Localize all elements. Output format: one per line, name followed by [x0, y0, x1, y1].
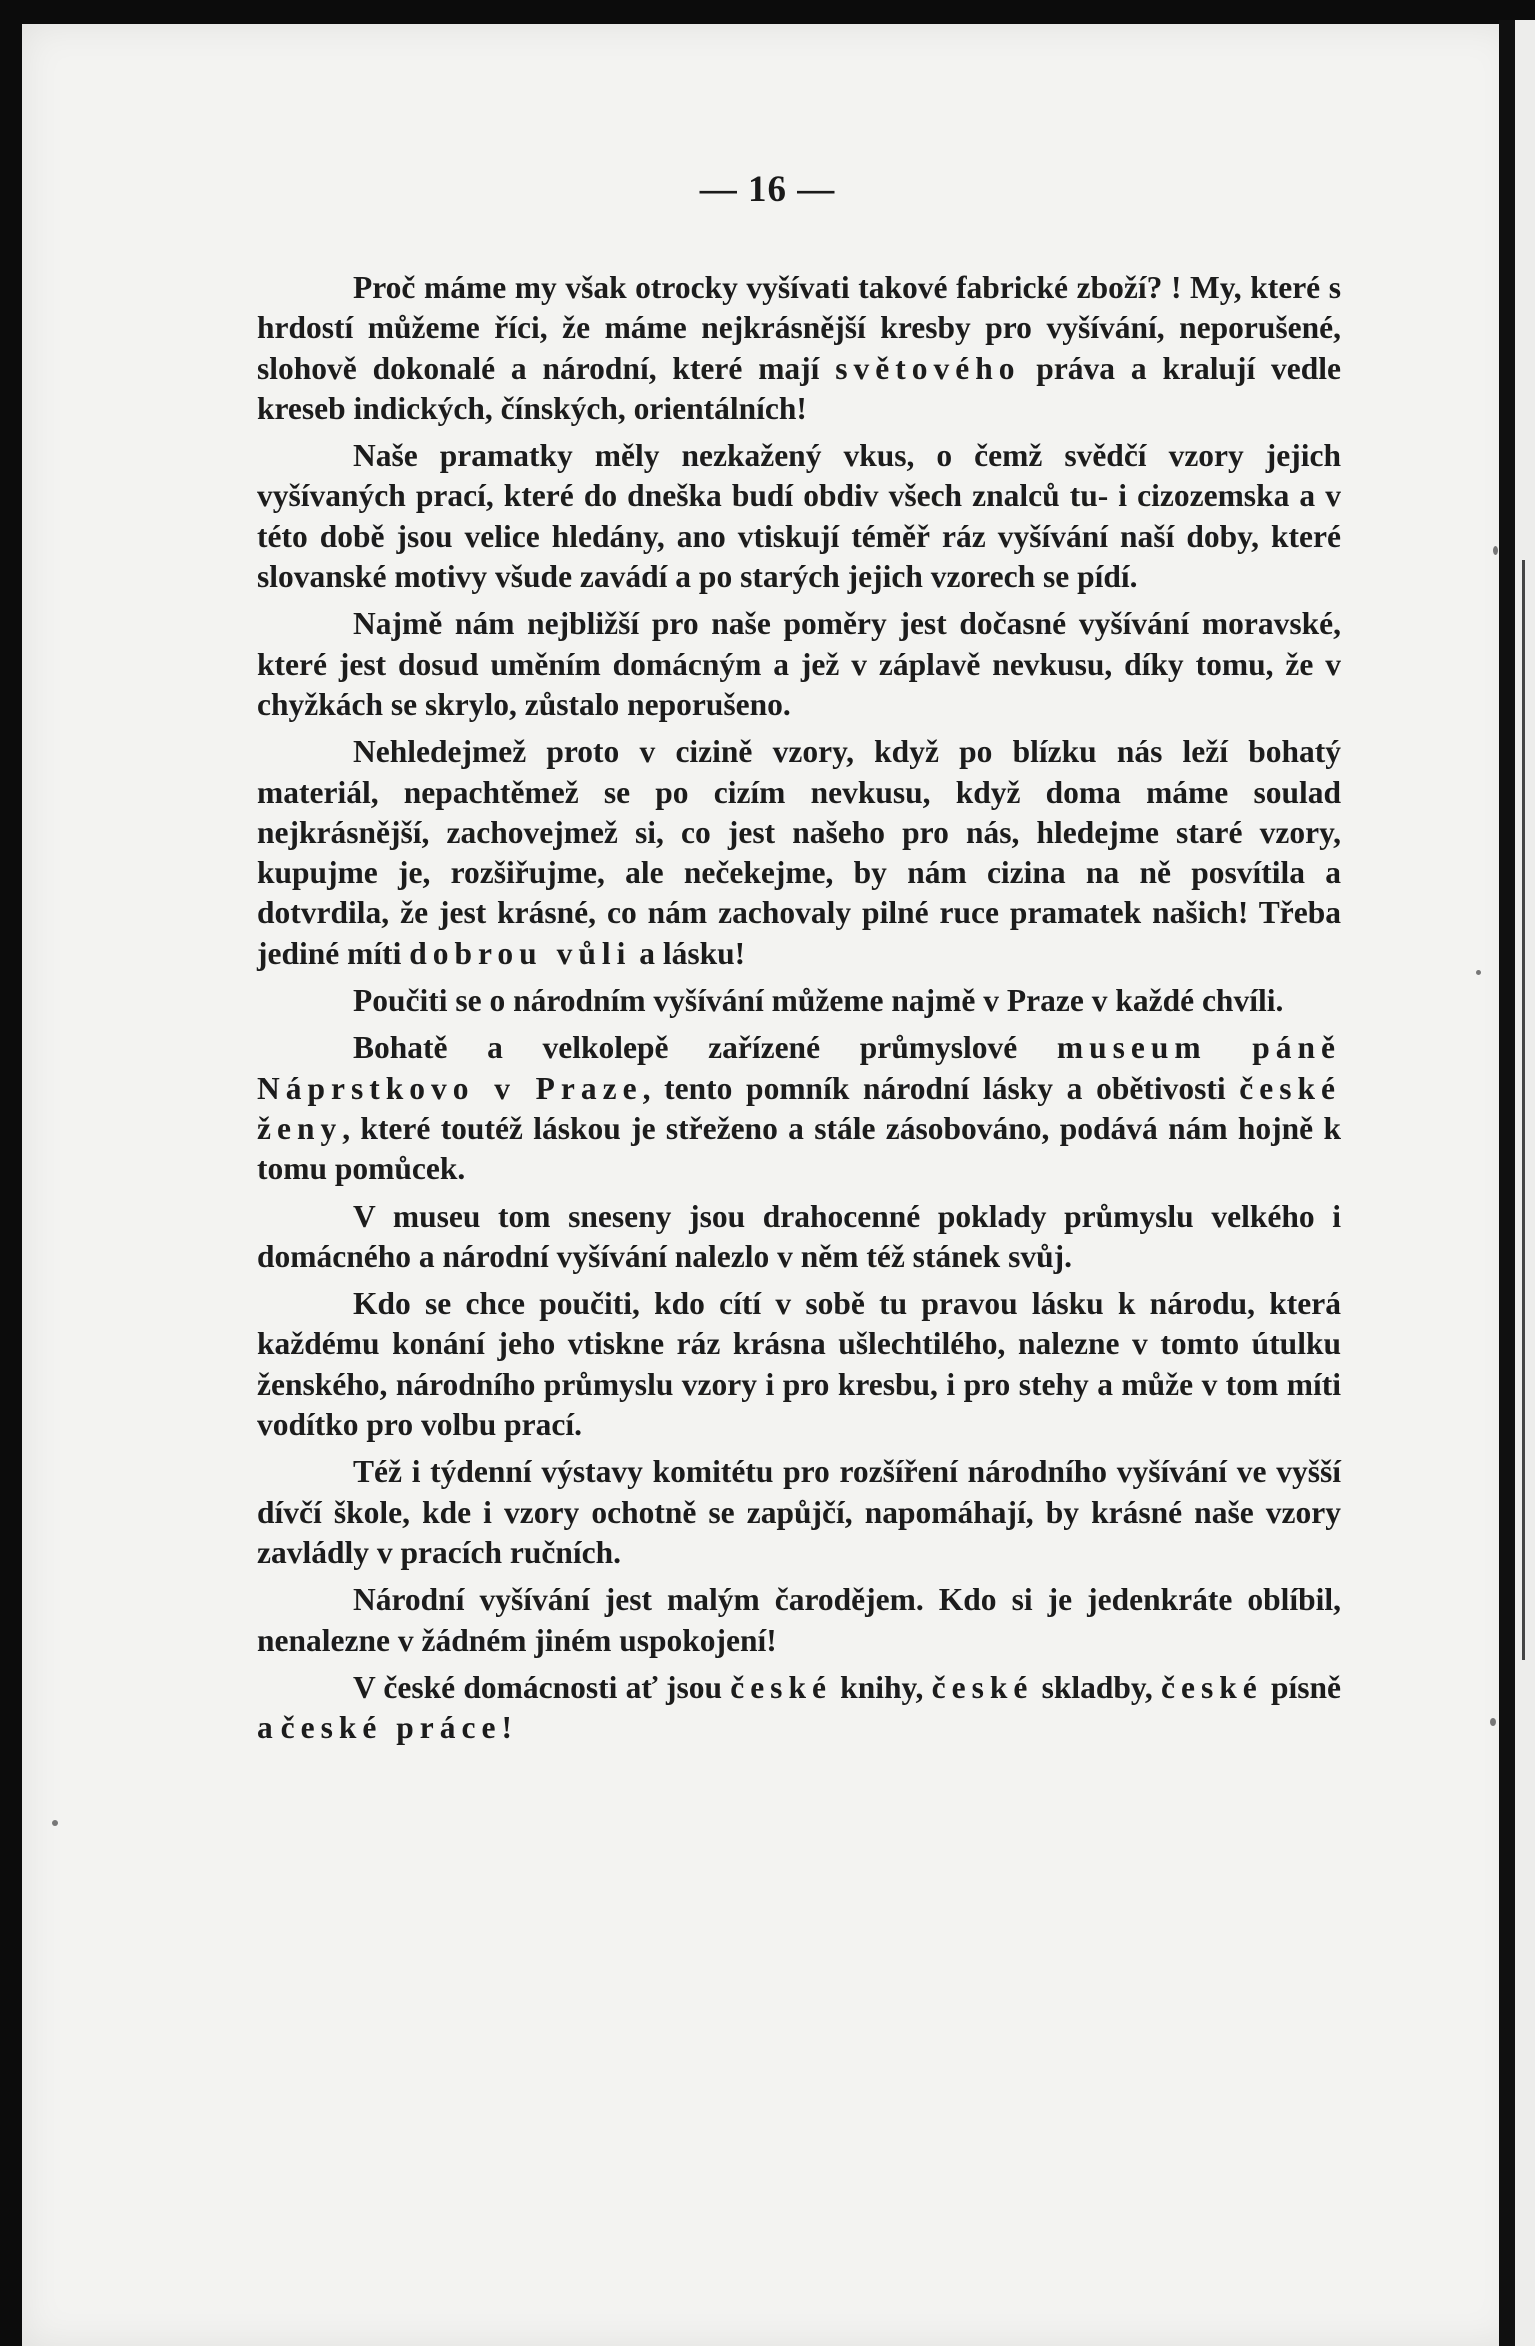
- emphasized-text: světového: [835, 350, 1021, 386]
- text-run: knihy,: [831, 1669, 932, 1705]
- page-number: — 16 —: [699, 169, 836, 210]
- paragraph: [257, 1284, 1341, 1445]
- text-run: V české domácnosti ať jsou: [353, 1669, 731, 1705]
- paragraph: [257, 1668, 1341, 1749]
- text-run: Poučiti se o národním vyšívání můžeme najmě v Praze v každé chvíli.: [353, 983, 1284, 1019]
- text-run: Bohatě a velkolepě zařízené průmyslové: [353, 1030, 1057, 1066]
- body-text: [257, 268, 1341, 1755]
- text-run: Kdo se chce poučiti, kdo cítí v sobě tu pravou lásku k národu, která každému konání jeho vtiskne ráz krásna ušlechtilého, nalezne v tomto útulku ženského, národního průmyslu vzory i pro kresbu, i pro stehy a může v tom míti vodítko pro volbu prací.: [257, 1286, 1341, 1443]
- adjacent-page-rule: [1522, 560, 1525, 1660]
- text-run: Naše pramatky měly nezkažený vkus, o čemž svědčí vzory jejich vyšívaných prací, které do dneška budí obdiv všech znalců tu- i cizozemska a v této době jsou velice hledány, ano vtiskují téměř ráz vyšívání naší doby, které slovanské motivy všude zavádí a po starých jejich vzorech se pídí.: [257, 438, 1341, 595]
- dust-speck: [1493, 546, 1498, 555]
- paragraph: [257, 981, 1341, 1021]
- adjacent-page-edge: [1515, 20, 1535, 2346]
- emphasized-text: české: [931, 1669, 1034, 1705]
- paragraph: [257, 1028, 1341, 1189]
- text-run: a lásku!: [631, 935, 746, 971]
- page-gutter: [1499, 20, 1515, 2346]
- emphasized-text: české ženy: [257, 1070, 1341, 1146]
- text-run: Národní vyšívání jest malým čarodějem. Kdo si je jedenkráte oblíbil, nenalezne v žádném jiném uspokojení!: [257, 1582, 1341, 1658]
- emphasized-text: české práce: [280, 1710, 502, 1746]
- text-run: Proč máme my však otrocky vyšívati takové fabrické zboží? ! My, které s hrdostí můžeme říci, že máme nejkrásnější kresby pro vyšívání, neporušené, slohově dokonalé a národní, které mají: [257, 270, 1341, 386]
- text-run: Najmě nám nejbližší pro naše poměry jest dočasné vyšívání moravské, které jest dosud uměním domácným a jež v záplavě nevkusu, díky tomu, že v chyžkách se skrylo, zůstalo neporušeno.: [257, 606, 1341, 722]
- paragraph: [257, 268, 1341, 429]
- paragraph: [257, 1580, 1341, 1661]
- emphasized-text: museum páně Náprstkovo v Praze: [257, 1030, 1341, 1106]
- dust-speck: [52, 1820, 58, 1826]
- text-run: písně a: [257, 1669, 1341, 1746]
- emphasized-text: české: [1161, 1669, 1263, 1705]
- text-run: V museu tom sneseny jsou drahocenné poklady průmyslu velkého i domácného a národní vyšívání nalezlo v něm též stánek svůj.: [257, 1198, 1341, 1274]
- emphasized-text: dobrou vůli: [409, 935, 632, 971]
- dust-speck: [1490, 1718, 1496, 1726]
- text-run: skladby,: [1033, 1669, 1161, 1705]
- text-run: Též i týdenní výstavy komitétu pro rozšíření národního vyšívání ve vyšší dívčí škole, kde i vzory ochotně se zapůjčí, napomáhají, by krásné naše vzory zavládly v pracích ručních.: [257, 1454, 1341, 1570]
- paragraph: [257, 436, 1341, 597]
- emphasized-text: české: [730, 1669, 832, 1705]
- scan-left-edge: [0, 0, 22, 2346]
- text-run: , tento pomník národní lásky a obětivosti: [642, 1070, 1240, 1106]
- text-run: Nehledejmež proto v cizině vzory, když po blízku nás leží bohatý materiál, nepachtěmež se po cizím nevkusu, když doma máme soulad nejkrásnější, zachovejmež si, co jest našeho pro nás, hledejme staré vzory, kupujme je, rozšiřujme, ale nečekejme, by nám cizina na ně posvítila a dotvrdila, že jest krásné, co nám zachovaly pilné ruce pramatek našich! Třeba jediné míti: [257, 734, 1341, 971]
- paragraph: [257, 732, 1341, 974]
- text-run: , které toutéž láskou je střeženo a stále zásobováno, podává nám hojně k tomu pomůcek.: [257, 1110, 1341, 1187]
- text-run: !: [501, 1710, 512, 1746]
- paragraph: [257, 1197, 1341, 1278]
- dust-speck: [1476, 970, 1481, 975]
- scan-top-edge: [0, 0, 1535, 24]
- paragraph: [257, 1452, 1341, 1573]
- paragraph: [257, 604, 1341, 725]
- text-run: práva a kralují vedle kreseb indických, čínských, orientálních!: [257, 350, 1342, 426]
